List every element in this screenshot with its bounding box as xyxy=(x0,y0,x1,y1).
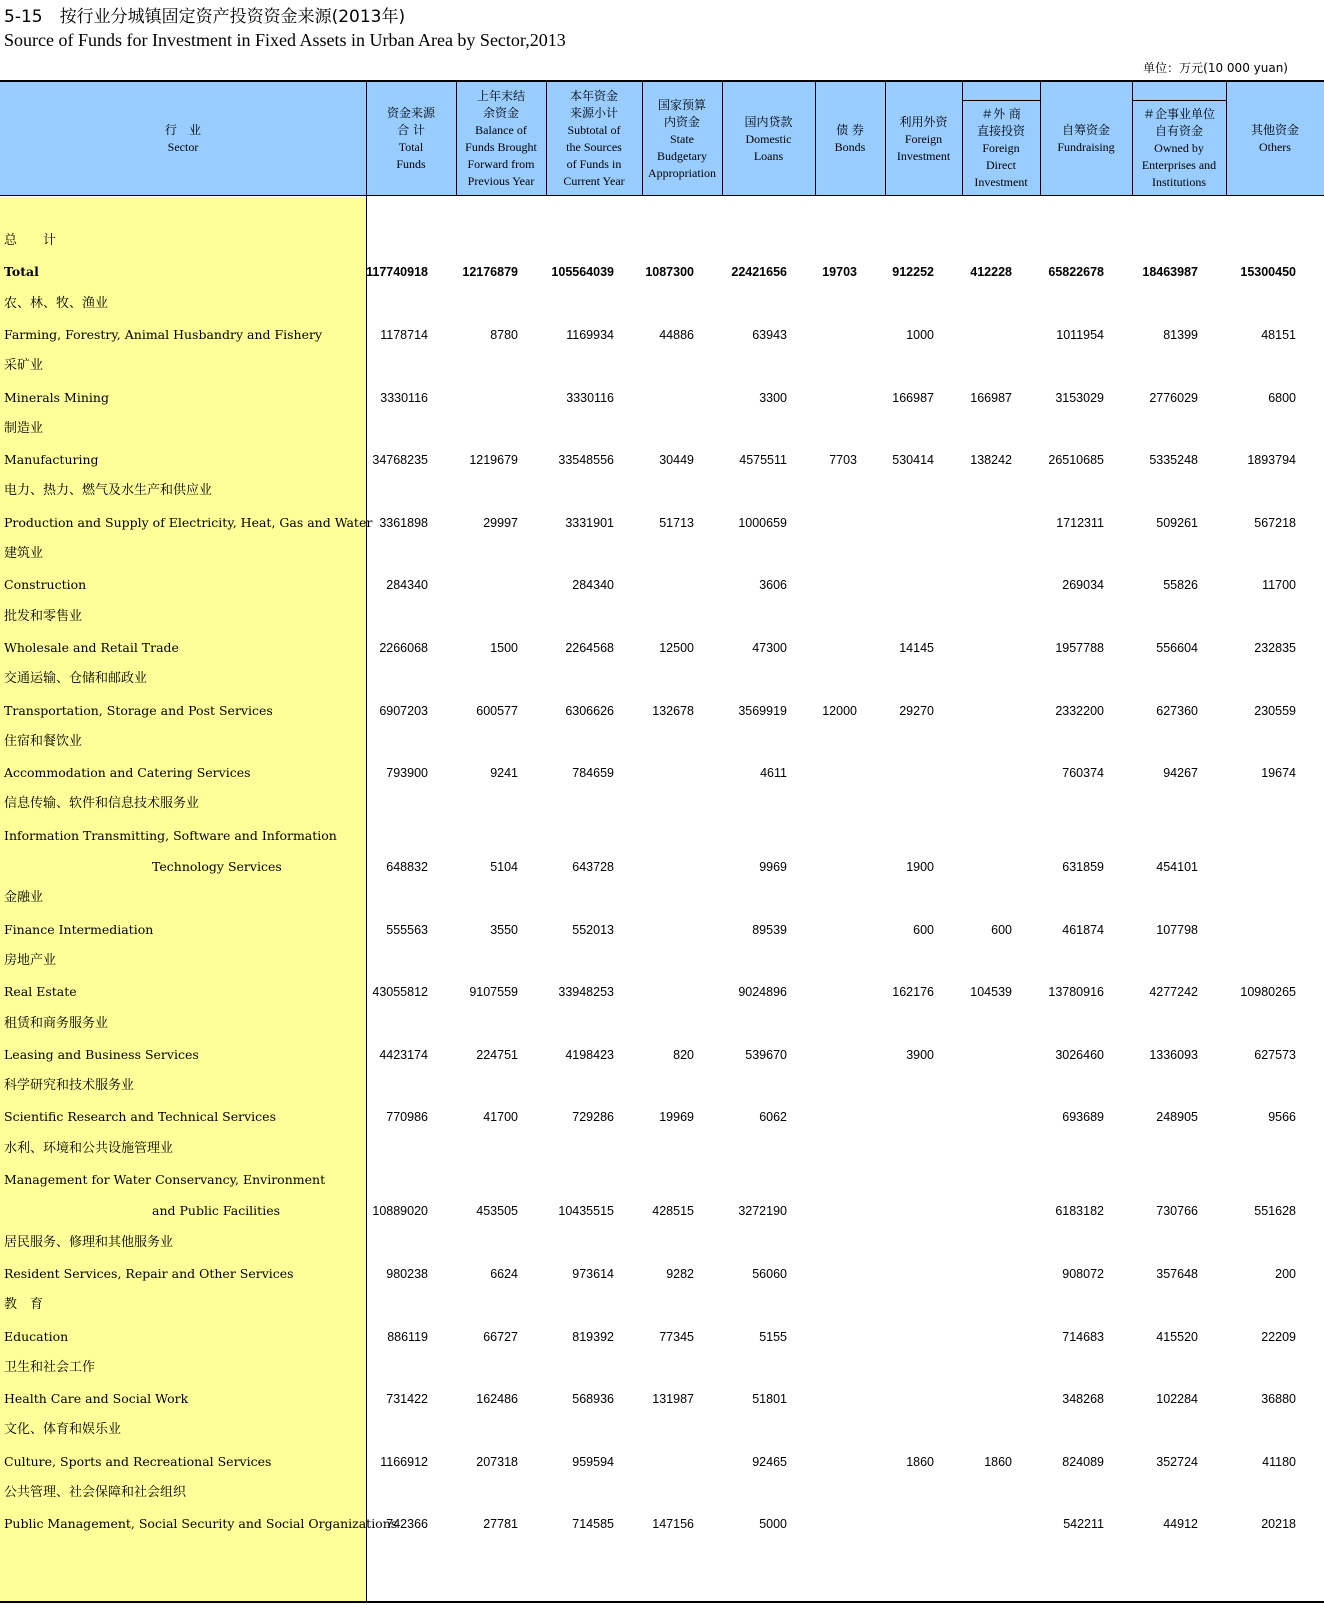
cell-total: 648832 xyxy=(386,860,428,874)
cell-fdi: 104539 xyxy=(970,985,1012,1000)
header-subtotal-line: of Funds in xyxy=(566,157,622,171)
cell-fundraising: 714683 xyxy=(1062,1329,1104,1344)
cell-total: 6907203 xyxy=(379,703,428,718)
cell-owned: 5335248 xyxy=(1149,453,1198,468)
header-budget-line: 国家预算 xyxy=(657,97,706,112)
cell-owned: 44912 xyxy=(1163,1517,1198,1532)
header-budget-line: State xyxy=(670,131,694,146)
sector-name-en-continued: Technology Services xyxy=(152,859,282,874)
cell-fundraising: 542211 xyxy=(1063,1517,1104,1532)
cell-total: 793900 xyxy=(386,766,428,781)
cell-fundraising: 13780916 xyxy=(1048,985,1104,1000)
cell-loans: 5000 xyxy=(759,1517,787,1532)
cell-foreign: 14145 xyxy=(899,640,934,655)
cell-total: 886119 xyxy=(387,1329,428,1344)
cell-total: 1166912 xyxy=(380,1454,428,1469)
cell-total: 980238 xyxy=(386,1266,428,1281)
header-fdi-line: Investment xyxy=(974,174,1028,189)
header-fdi-line: ＃外 商 xyxy=(981,106,1021,121)
sector-name-cn: 金融业 xyxy=(4,890,44,906)
cell-owned: 248905 xyxy=(1156,1110,1198,1125)
cell-owned: 81399 xyxy=(1163,327,1198,342)
cell-balance: 453505 xyxy=(476,1204,518,1219)
cell-total: 1178714 xyxy=(380,327,428,342)
header-budget-line: 内资金 xyxy=(663,114,700,129)
sector-name-cn: 文化、体育和娱乐业 xyxy=(4,1422,122,1438)
cell-total: 10889020 xyxy=(372,1204,428,1219)
cell-others: 22209 xyxy=(1261,1329,1296,1344)
cell-fundraising: 461874 xyxy=(1062,922,1104,937)
cell-foreign: 1900 xyxy=(906,860,934,874)
cell-owned: 730766 xyxy=(1156,1204,1198,1219)
cell-budget: 30449 xyxy=(659,453,694,468)
header-owned-line: ＃企事业单位 xyxy=(1142,106,1215,121)
cell-fundraising: 631859 xyxy=(1062,860,1104,874)
cell-balance: 8780 xyxy=(490,327,518,342)
header-owned xyxy=(1132,100,1226,196)
cell-total: 117740918 xyxy=(366,265,428,280)
cell-others: 6800 xyxy=(1268,390,1296,405)
cell-loans: 3300 xyxy=(759,390,787,405)
cell-fundraising: 908072 xyxy=(1062,1266,1104,1281)
table-title-en: Source of Funds for Investment in Fixed Assets in Urban Area by Sector,2013 xyxy=(4,30,566,50)
cell-fdi: 600 xyxy=(991,922,1012,937)
sector-name-en: Information Transmitting, Software and Information xyxy=(4,827,337,843)
cell-subtotal: 2264568 xyxy=(565,640,614,655)
sector-name-en: Wholesale and Retail Trade xyxy=(4,639,179,655)
sector-name-en: Culture, Sports and Recreational Services xyxy=(4,1453,272,1469)
header-loans xyxy=(722,82,815,196)
cell-subtotal: 552013 xyxy=(572,922,614,937)
cell-total: 4423174 xyxy=(379,1047,428,1062)
sector-name-en: Resident Services, Repair and Other Services xyxy=(4,1265,294,1281)
header-sector-line: Sector xyxy=(167,140,199,154)
cell-others: 15300450 xyxy=(1240,265,1296,280)
sector-name-cn: 房地产业 xyxy=(4,952,57,968)
cell-subtotal: 973614 xyxy=(572,1266,614,1281)
cell-total: 2266068 xyxy=(379,640,428,655)
header-foreign-line: Foreign xyxy=(904,131,943,146)
header-total-line: Total xyxy=(398,140,424,154)
cell-balance: 9241 xyxy=(490,766,518,781)
cell-subtotal: 4198423 xyxy=(565,1047,614,1062)
cell-foreign: 1860 xyxy=(906,1454,934,1469)
cell-owned: 509261 xyxy=(1156,515,1198,530)
cell-subtotal: 3331901 xyxy=(565,515,614,530)
cell-subtotal: 33548556 xyxy=(558,453,614,468)
cell-loans: 51801 xyxy=(752,1392,787,1407)
header-fdi-line: 直接投资 xyxy=(976,123,1025,138)
cell-others: 200 xyxy=(1275,1266,1296,1281)
cell-subtotal: 1169934 xyxy=(566,327,614,342)
cell-fdi: 1860 xyxy=(984,1454,1012,1469)
sector-name-en: Management for Water Conservancy, Environment xyxy=(4,1172,326,1187)
header-total-line: Funds xyxy=(396,157,426,171)
cell-foreign: 1000 xyxy=(906,327,934,342)
cell-owned: 627360 xyxy=(1156,703,1198,718)
cell-others: 10980265 xyxy=(1240,985,1296,1000)
cell-fundraising: 26510685 xyxy=(1048,453,1104,468)
sector-name-cn: 教 育 xyxy=(4,1297,44,1313)
sector-name-en: Public Management, Social Security and Social Organizations xyxy=(4,1516,398,1532)
cell-total: 3330116 xyxy=(380,390,428,405)
header-budget-line: Budgetary xyxy=(657,148,707,163)
header-total-line: 资金来源 xyxy=(386,106,435,120)
cell-subtotal: 729286 xyxy=(572,1110,614,1125)
cell-total: 43055812 xyxy=(372,985,428,1000)
cell-foreign: 600 xyxy=(913,922,934,937)
cell-others: 9566 xyxy=(1268,1110,1296,1125)
cell-balance: 162486 xyxy=(476,1392,518,1407)
header-balance-line: Previous Year xyxy=(467,174,535,188)
cell-others: 36880 xyxy=(1261,1392,1296,1407)
sector-name-en: Production and Supply of Electricity, Heat, Gas and Water xyxy=(4,514,373,530)
cell-others: 232835 xyxy=(1254,640,1296,655)
cell-budget: 12500 xyxy=(659,640,694,655)
cell-owned: 357648 xyxy=(1156,1266,1198,1281)
cell-fundraising: 3153029 xyxy=(1055,390,1104,405)
cell-owned: 454101 xyxy=(1156,860,1198,874)
cell-owned: 4277242 xyxy=(1149,985,1198,1000)
cell-balance: 1219679 xyxy=(469,453,518,468)
sector-name-en: Minerals Mining xyxy=(4,389,109,405)
header-owned-line: 自有资金 xyxy=(1154,123,1203,138)
sector-name-cn: 批发和零售业 xyxy=(4,608,83,624)
sector-name-en: Finance Intermediation xyxy=(4,921,154,937)
sector-name-cn: 采矿业 xyxy=(4,358,44,374)
header-bonds-line: Bonds xyxy=(834,140,866,154)
cell-total: 34768235 xyxy=(372,453,428,468)
cell-budget: 51713 xyxy=(659,515,694,530)
sector-name-cn: 科学研究和技术服务业 xyxy=(4,1078,135,1094)
cell-subtotal: 10435515 xyxy=(558,1204,614,1219)
header-balance-line: Forward from xyxy=(467,157,535,171)
cell-owned: 107798 xyxy=(1156,922,1198,937)
cell-loans: 6062 xyxy=(759,1110,787,1125)
cell-foreign: 530414 xyxy=(892,453,934,468)
header-owned-line: Institutions xyxy=(1151,174,1206,189)
cell-subtotal: 714585 xyxy=(572,1517,614,1532)
header-owned-line: Owned by xyxy=(1154,140,1204,155)
cell-budget: 77345 xyxy=(659,1329,694,1344)
sector-name-en: Real Estate xyxy=(4,984,77,1000)
header-fundraising-line: Fundraising xyxy=(1057,140,1115,154)
cell-loans: 89539 xyxy=(752,922,787,937)
cell-owned: 55826 xyxy=(1163,578,1198,593)
cell-loans: 3606 xyxy=(759,578,787,593)
cell-loans: 22421656 xyxy=(731,265,787,280)
sector-name-en-continued: and Public Facilities xyxy=(152,1203,281,1219)
cell-owned: 2776029 xyxy=(1149,390,1198,405)
cell-foreign: 912252 xyxy=(892,265,934,280)
cell-subtotal: 6306626 xyxy=(565,703,614,718)
cell-others: 567218 xyxy=(1254,515,1296,530)
cell-balance: 1500 xyxy=(490,640,518,655)
cell-fundraising: 693689 xyxy=(1062,1110,1104,1125)
header-foreign xyxy=(885,82,962,196)
cell-owned: 415520 xyxy=(1156,1329,1198,1344)
cell-budget: 1087300 xyxy=(645,265,694,280)
cell-others: 627573 xyxy=(1254,1047,1296,1062)
header-loans-line: Loans xyxy=(753,148,784,163)
cell-loans: 9024896 xyxy=(738,985,787,1000)
cell-budget: 19969 xyxy=(659,1110,694,1125)
cell-balance: 5104 xyxy=(490,860,518,874)
cell-foreign: 162176 xyxy=(892,985,934,1000)
cell-fdi: 166987 xyxy=(970,390,1012,405)
cell-balance: 6624 xyxy=(490,1266,518,1281)
cell-balance: 66727 xyxy=(483,1329,518,1344)
cell-fundraising: 1011954 xyxy=(1056,327,1104,342)
header-loans-line: 国内贷款 xyxy=(744,114,793,129)
header-subtotal-line: Subtotal of xyxy=(567,123,621,137)
header-fdi-line: Foreign xyxy=(982,140,1020,155)
cell-balance: 12176879 xyxy=(462,265,518,280)
cell-fundraising: 3026460 xyxy=(1055,1047,1104,1062)
table-title-cn: 5-15 按行业分城镇固定资产投资资金来源(2013年) xyxy=(4,7,406,27)
sector-name-cn: 卫生和社会工作 xyxy=(4,1359,96,1375)
cell-fundraising: 760374 xyxy=(1062,766,1104,781)
cell-total: 284340 xyxy=(386,578,428,593)
cell-balance: 600577 xyxy=(476,703,518,718)
cell-total: 742366 xyxy=(386,1517,428,1532)
header-budget-line: Appropriation xyxy=(648,165,716,180)
cell-loans: 92465 xyxy=(752,1454,787,1469)
header-others xyxy=(1226,82,1324,196)
sector-name-cn: 居民服务、修理和其他服务业 xyxy=(4,1234,174,1250)
cell-balance: 207318 xyxy=(476,1454,518,1469)
cell-fundraising: 1957788 xyxy=(1055,640,1104,655)
cell-loans: 1000659 xyxy=(738,515,787,530)
cell-subtotal: 784659 xyxy=(572,766,614,781)
sector-name-en: Leasing and Business Services xyxy=(4,1046,199,1062)
sector-name-en: Construction xyxy=(4,577,87,593)
cell-others: 1893794 xyxy=(1247,453,1296,468)
cell-bonds: 7703 xyxy=(829,453,857,468)
cell-subtotal: 284340 xyxy=(572,578,614,593)
cell-loans: 3569919 xyxy=(738,703,787,718)
header-balance-line: 上年末结 xyxy=(476,89,525,103)
cell-budget: 132678 xyxy=(652,703,694,718)
cell-bonds: 12000 xyxy=(822,703,857,718)
cell-budget: 44886 xyxy=(659,327,694,342)
header-balance xyxy=(456,82,546,196)
cell-loans: 4611 xyxy=(760,766,787,781)
sector-name-en: Total xyxy=(4,264,39,280)
cell-owned: 94267 xyxy=(1163,766,1198,781)
header-fundraising xyxy=(1040,82,1132,196)
cell-fdi: 412228 xyxy=(970,265,1012,280)
bottom-rule xyxy=(0,1601,1324,1603)
sector-name-cn: 信息传输、软件和信息技术服务业 xyxy=(4,796,200,812)
cell-loans: 9969 xyxy=(759,860,787,874)
cell-bonds: 19703 xyxy=(822,265,857,280)
header-foreign-line: Investment xyxy=(896,148,951,163)
cell-balance: 224751 xyxy=(476,1047,518,1062)
header-subtotal-line: the Sources xyxy=(566,140,622,154)
sector-name-cn: 公共管理、社会保障和社会组织 xyxy=(4,1485,187,1500)
cell-loans: 539670 xyxy=(745,1047,787,1062)
sector-name-en: Education xyxy=(4,1328,69,1344)
cell-owned: 18463987 xyxy=(1142,265,1198,280)
cell-budget: 820 xyxy=(673,1047,694,1062)
header-fdi xyxy=(962,100,1040,196)
cell-total: 731422 xyxy=(386,1392,428,1407)
sector-name-cn: 农、林、牧、渔业 xyxy=(4,295,109,311)
header-subtotal-line: Current Year xyxy=(563,174,625,188)
cell-total: 555563 xyxy=(386,922,428,937)
header-owned-line: Enterprises and xyxy=(1141,157,1217,172)
cell-fundraising: 2332200 xyxy=(1055,703,1104,718)
cell-loans: 4575511 xyxy=(739,453,787,468)
cell-others: 19674 xyxy=(1261,766,1296,781)
sector-name-en: Scientific Research and Technical Services xyxy=(4,1109,276,1125)
cell-others: 48151 xyxy=(1261,327,1296,342)
sector-name-en: Health Care and Social Work xyxy=(4,1391,189,1407)
cell-subtotal: 959594 xyxy=(572,1454,614,1469)
header-subtotal xyxy=(546,82,642,196)
cell-loans: 3272190 xyxy=(738,1204,787,1219)
cell-others: 551628 xyxy=(1254,1204,1296,1219)
header-fundraising-line: 自筹资金 xyxy=(1061,123,1110,137)
sector-name-cn: 交通运输、仓储和邮政业 xyxy=(4,671,148,687)
cell-balance: 29997 xyxy=(483,515,518,530)
cell-others: 20218 xyxy=(1261,1517,1296,1532)
cell-subtotal: 105564039 xyxy=(551,265,614,280)
cell-owned: 352724 xyxy=(1156,1454,1198,1469)
sector-name-en: Transportation, Storage and Post Services xyxy=(4,702,273,718)
sector-name-cn: 建筑业 xyxy=(4,546,44,561)
cell-fundraising: 1712311 xyxy=(1056,515,1104,530)
cell-budget: 131987 xyxy=(652,1392,694,1407)
header-others-line: Others xyxy=(1258,140,1291,154)
cell-total: 3361898 xyxy=(379,515,428,530)
cell-subtotal: 819392 xyxy=(572,1329,614,1344)
cell-loans: 56060 xyxy=(752,1266,787,1281)
cell-foreign: 166987 xyxy=(892,390,934,405)
cell-subtotal: 568936 xyxy=(572,1392,614,1407)
header-sector-line: 行 业 xyxy=(164,123,201,137)
cell-loans: 47300 xyxy=(752,640,787,655)
sector-name-cn: 电力、热力、燃气及水生产和供应业 xyxy=(4,483,213,499)
header-balance-line: 余资金 xyxy=(482,106,519,120)
cell-owned: 1336093 xyxy=(1149,1047,1198,1062)
cell-foreign: 29270 xyxy=(899,703,934,718)
header-total-line: 合 计 xyxy=(397,123,425,137)
cell-subtotal: 643728 xyxy=(572,860,614,874)
sector-name-en: Manufacturing xyxy=(4,452,99,468)
cell-subtotal: 3330116 xyxy=(566,390,614,405)
header-sector xyxy=(0,82,366,196)
cell-owned: 556604 xyxy=(1156,640,1198,655)
cell-balance: 9107559 xyxy=(469,985,518,1000)
header-balance-line: Balance of xyxy=(475,123,527,137)
cell-loans: 5155 xyxy=(759,1329,787,1344)
header-balance-line: Funds Brought xyxy=(465,140,537,154)
cell-budget: 147156 xyxy=(652,1517,694,1532)
sector-name-cn: 制造业 xyxy=(4,420,44,436)
column-divider xyxy=(366,82,367,1601)
sector-name-en: Accommodation and Catering Services xyxy=(4,765,251,781)
header-loans-line: Domestic xyxy=(745,131,792,146)
header-fdi-line: Direct xyxy=(986,157,1016,172)
header-subtotal-line: 来源小计 xyxy=(569,106,618,120)
header-budget xyxy=(642,82,722,196)
header-bonds xyxy=(815,82,885,196)
sector-name-cn: 住宿和餐饮业 xyxy=(4,733,83,749)
cell-balance: 3550 xyxy=(490,922,518,937)
sector-name-en: Farming, Forestry, Animal Husbandry and Fishery xyxy=(4,326,323,342)
cell-balance: 27781 xyxy=(483,1517,518,1532)
cell-fundraising: 269034 xyxy=(1062,578,1104,593)
cell-fundraising: 6183182 xyxy=(1055,1204,1104,1219)
cell-fundraising: 824089 xyxy=(1062,1454,1104,1469)
header-bonds-line: 债 券 xyxy=(836,123,864,137)
cell-balance: 41700 xyxy=(483,1110,518,1125)
sector-name-cn: 总 计 xyxy=(4,233,57,248)
cell-foreign: 3900 xyxy=(906,1047,934,1062)
cell-fundraising: 65822678 xyxy=(1048,265,1104,280)
header-foreign-line: 利用外资 xyxy=(899,114,948,129)
cell-loans: 63943 xyxy=(752,327,787,342)
cell-total: 770986 xyxy=(386,1110,428,1125)
cell-budget: 428515 xyxy=(652,1204,694,1219)
cell-others: 41180 xyxy=(1262,1454,1296,1469)
cell-subtotal: 33948253 xyxy=(558,985,614,1000)
cell-owned: 102284 xyxy=(1156,1392,1198,1407)
cell-others: 230559 xyxy=(1254,703,1296,718)
sector-name-cn: 租赁和商务服务业 xyxy=(4,1015,109,1031)
sector-name-cn: 水利、环境和公共设施管理业 xyxy=(4,1140,174,1156)
header-subtotal-line: 本年资金 xyxy=(569,89,618,103)
cell-fundraising: 348268 xyxy=(1062,1392,1104,1407)
header-total xyxy=(366,82,456,196)
cell-budget: 9282 xyxy=(666,1266,694,1281)
cell-others: 11700 xyxy=(1262,578,1296,593)
cell-fdi: 138242 xyxy=(970,453,1012,468)
header-others-line: 其他资金 xyxy=(1250,123,1299,137)
unit-label: 单位：万元(10 000 yuan) xyxy=(1143,61,1288,75)
